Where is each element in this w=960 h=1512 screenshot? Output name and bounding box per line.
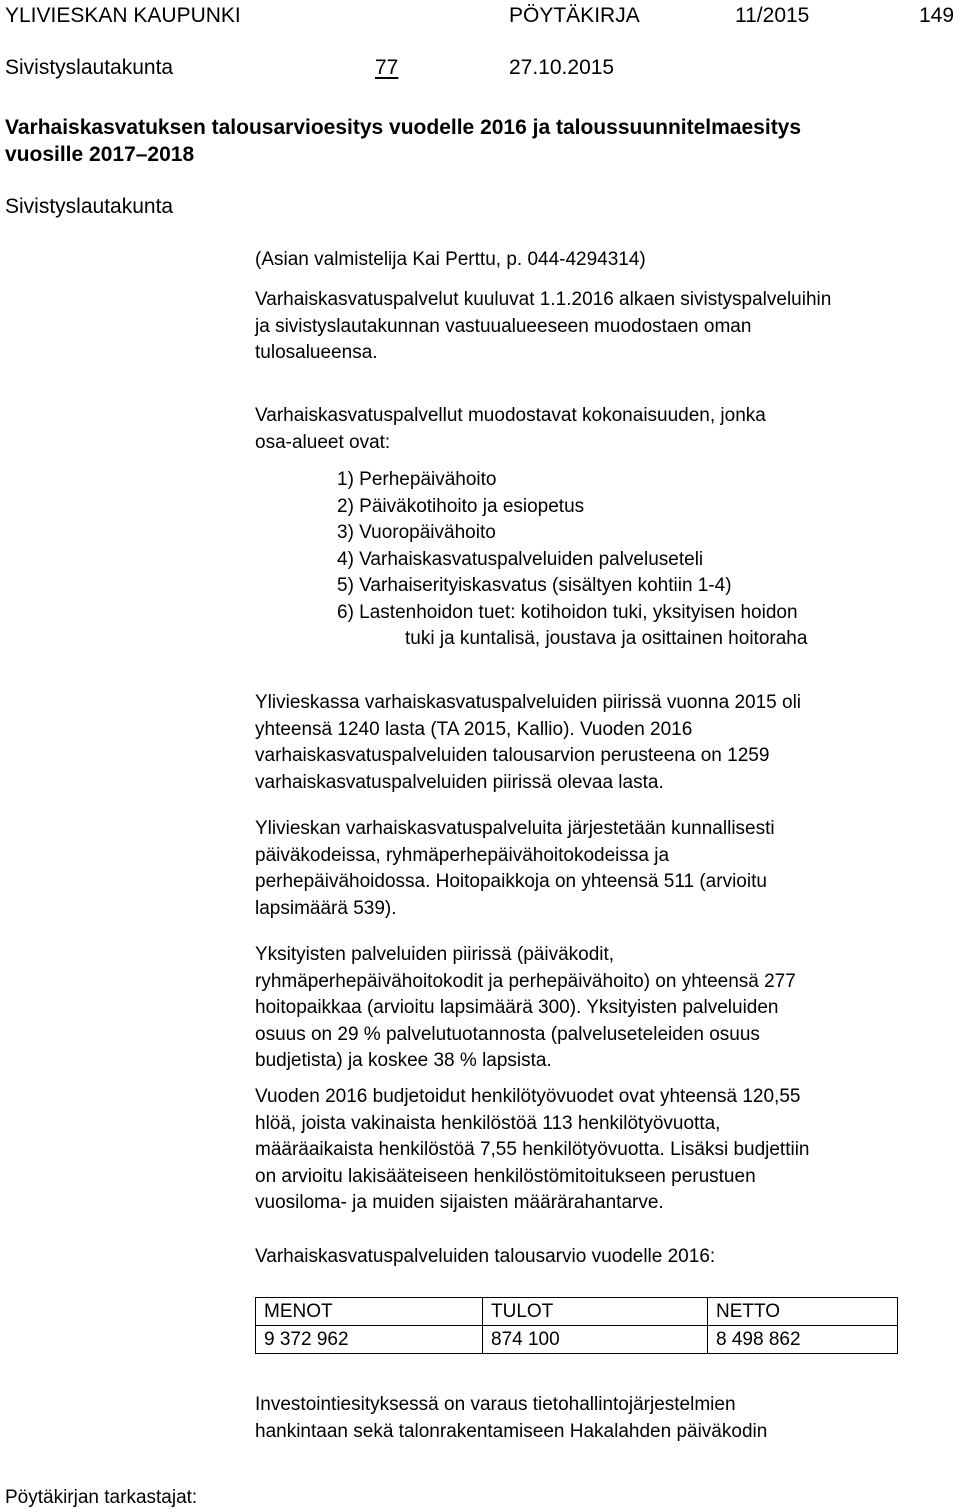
paragraph-municipal-services: [255, 816, 960, 922]
text-line: määräaikaista henkilöstöä 7,55 henkilötyövuotta. Lisäksi budjettiin: [255, 1139, 810, 1160]
table-header-row: [256, 1298, 898, 1326]
table-cell: 8 498 862: [708, 1326, 898, 1354]
list-item: 1) Perhepäivähoito: [337, 469, 497, 490]
text-line: Yksityisten palveluiden piirissä (päiväkodit,: [255, 944, 615, 965]
preparer-note: (Asian valmistelija Kai Perttu, p. 044-4294314): [255, 249, 646, 270]
text-line: on arvioitu lakisääteiseen henkilöstömitoitukseen perustuen: [255, 1165, 756, 1187]
budget-table: [255, 1297, 898, 1354]
text-line: varhaiskasvatuspalveluiden talousarvion perusteena on 1259: [255, 745, 770, 766]
footer-inspectors-label: Pöytäkirjan tarkastajat:: [5, 1487, 198, 1508]
text-line: vuosiloma- ja muiden sijaisten määrärahantarve.: [255, 1192, 664, 1213]
document-type: PÖYTÄKIRJA: [509, 4, 640, 27]
table-header-cell: NETTO: [708, 1298, 898, 1326]
text-line: hlöä, joista vakinaista henkilöstöä 113 henkilötyövuotta,: [255, 1112, 721, 1134]
board-name: Sivistyslautakunta: [5, 56, 174, 79]
table-row: [256, 1326, 898, 1354]
list-item: 6) Lastenhoidon tuet: kotihoidon tuki, yksityisen hoidon: [337, 601, 798, 623]
text-line: varhaiskasvatuspalveluiden piirissä olevaa lasta.: [255, 771, 664, 793]
paragraph-staffing: [255, 1084, 960, 1217]
text-line: Ylivieskan varhaiskasvatuspalveluita järjestetään kunnallisesti: [255, 818, 775, 839]
text-line: budjetista) ja koskee 38 % lapsista.: [255, 1050, 552, 1071]
list-item: 2) Päiväkotihoito ja esiopetus: [337, 495, 585, 517]
service-areas-list: [337, 467, 807, 653]
text-line: Investointiesityksessä on varaus tietohallintojärjestelmien: [255, 1394, 736, 1415]
text-line: osuus on 29 % palvelutuotannosta (palveluseteleiden osuus: [255, 1023, 760, 1045]
text-line: ja sivistyslautakunnan vastuualueeseen muodostaen oman: [255, 315, 752, 337]
list-item: 3) Vuoropäivähoito: [337, 522, 496, 543]
document-title-line-1: Varhaiskasvatuksen talousarvioesitys vuodelle 2016 ja taloussuunnitelmaesitys: [5, 116, 802, 139]
paragraph-children-count: [255, 690, 960, 796]
list-item-continuation: tuki ja kuntalisä, joustava ja osittainen hoitoraha: [405, 628, 808, 649]
table-cell: 9 372 962: [256, 1326, 483, 1354]
text-line: yhteensä 1240 lasta (TA 2015, Kallio). Vuoden 2016: [255, 718, 693, 740]
paragraph-areas-intro: [255, 403, 960, 456]
document-title-line-2: vuosille 2017–2018: [5, 143, 195, 166]
text-line: hankintaan sekä talonrakentamiseen Hakalahden päiväkodin: [255, 1420, 768, 1442]
page-number: 149: [919, 4, 955, 27]
paragraph-investments: [255, 1392, 960, 1445]
text-line: perhepäivähoidossa. Hoitopaikkoja on yhteensä 511 (arvioitu: [255, 871, 767, 892]
text-line: Varhaiskasvatuspalvellut muodostavat kokonaisuuden, jonka: [255, 405, 766, 426]
list-item: 5) Varhaiserityiskasvatus (sisältyen kohtiin 1-4): [337, 575, 732, 596]
text-line: ryhmäperhepäivähoitokodit ja perhepäivähoito) on yhteensä 277: [255, 970, 796, 992]
organization-name: YLIVIESKAN KAUPUNKI: [5, 4, 241, 27]
text-line: Varhaiskasvatuspalvelut kuuluvat 1.1.2016 alkaen sivistyspalveluihin: [255, 289, 832, 310]
paragraph-private-services: [255, 942, 960, 1075]
table-header-cell: MENOT: [256, 1298, 483, 1326]
table-cell: 874 100: [483, 1326, 708, 1354]
list-item: 4) Varhaiskasvatuspalveluiden palveluseteli: [337, 548, 704, 570]
text-line: Vuoden 2016 budjetoidut henkilötyövuodet ovat yhteensä 120,55: [255, 1086, 801, 1107]
text-line: Ylivieskassa varhaiskasvatuspalveluiden piirissä vuonna 2015 oli: [255, 692, 802, 713]
text-line: tulosalueensa.: [255, 342, 378, 363]
paragraph-organization: [255, 287, 960, 367]
text-line: päiväkodeissa, ryhmäperhepäivähoitokodeissa ja: [255, 844, 670, 866]
section-number: 77: [375, 56, 399, 79]
table-header-cell: TULOT: [483, 1298, 708, 1326]
text-line: lapsimäärä 539).: [255, 897, 397, 919]
text-line: osa-alueet ovat:: [255, 431, 391, 453]
board-label: Sivistyslautakunta: [5, 195, 174, 218]
meeting-date: 27.10.2015: [509, 56, 615, 79]
document-number: 11/2015: [735, 4, 810, 27]
text-line: hoitopaikkaa (arvioitu lapsimäärä 300). Yksityisten palveluiden: [255, 997, 779, 1018]
budget-heading: Varhaiskasvatuspalveluiden talousarvio vuodelle 2016:: [255, 1246, 716, 1267]
